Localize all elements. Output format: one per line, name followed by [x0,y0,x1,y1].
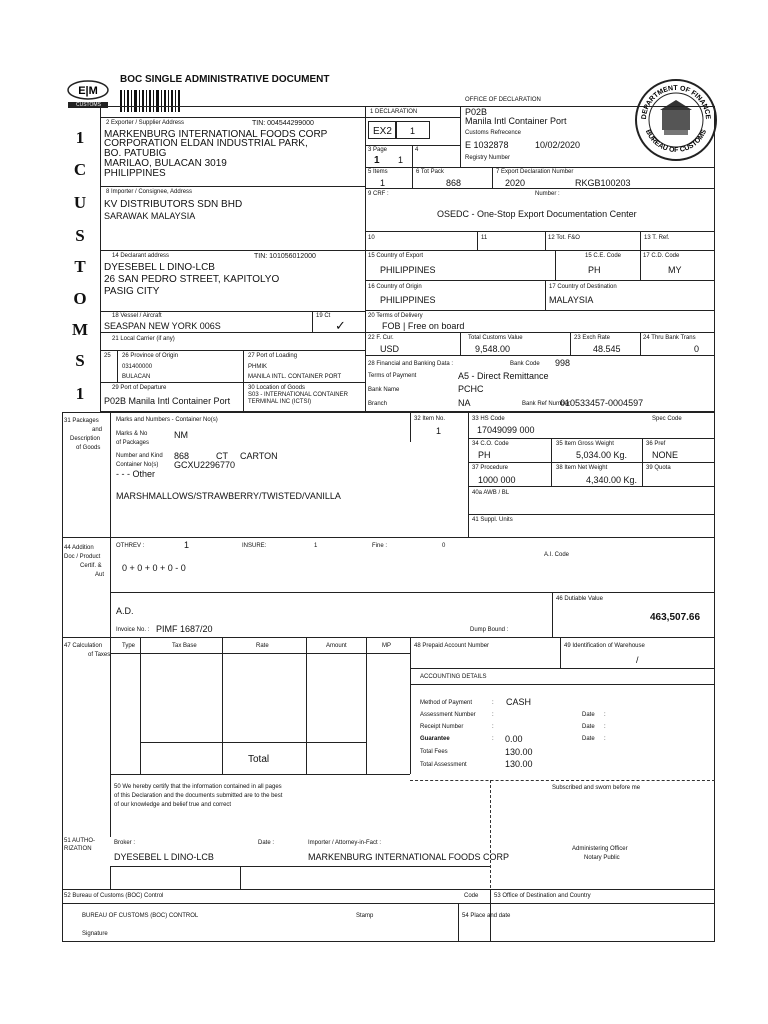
suppl-label: 41 Suppl. Units [472,517,513,523]
delivery-value: FOB | Free on board [382,321,465,331]
packages-side-2: and [92,427,103,433]
footer-stamp: Stamp [356,913,374,919]
exporter-tin: TIN: 004544299000 [252,120,314,127]
declaration-type: EX2 [373,126,392,137]
thru-label: 24 Thru Bank Trans [643,335,696,341]
side-letter-o: O [73,289,87,308]
item-no-value: 1 [436,426,442,436]
t-ref-label: 13 T. Ref. [644,235,670,241]
exporter-line-4: MARILAO, BULACAN 3019 [104,158,227,169]
packages-side-1: 31 Packages [64,418,99,424]
tot-fo-label: 12 Tot. F&O [548,235,580,241]
calc-header-base: Tax Base [172,643,197,649]
footer-place: 54 Place and date [462,913,511,919]
item-no-label: 32 Item No. [414,416,446,422]
exporter-line-1: MARKENBURG INTERNATIONAL FOODS CORP [104,129,328,140]
export-decl-label: 7 Export Declaration Number [496,169,574,175]
port-load-code: PHMIK [248,364,268,370]
ce-code-label: 15 C.E. Code [585,253,622,259]
bank-ref: 010533457-0004597 [560,398,644,408]
box-10: 10 [368,235,375,241]
document-title: BOC SINGLE ADMINISTRATIVE DOCUMENT [120,74,330,85]
importer-line-2: SARAWAK MALAYSIA [104,211,196,221]
side-letter-1b: 1 [75,384,85,403]
procedure-label: 37 Procedure [472,465,509,471]
procedure-value: 1000 000 [478,475,516,485]
office-destination-label: 53 Office of Destination and Country [494,893,591,899]
guarantee-label: Guarantee [420,736,450,742]
ce-code-value: PH [588,265,601,275]
control-code: Code [464,893,479,899]
bank-code-label: Bank Code [510,361,540,367]
net-value: 4,340.00 Kg. [586,475,638,485]
total-customs-value: 9,548.00 [475,344,511,354]
footer-signature: Signature [82,931,108,937]
authorization-side-2: RIZATION [64,846,92,852]
marks-label: Marks & No [116,431,148,437]
crf-label: 9 CRF : [368,191,389,197]
authorization-side-1: 51 AUTHO- [64,838,96,844]
page-of: 1 [398,155,404,165]
country-origin-label: 16 Country of Origin [368,284,422,290]
container-label: Container No(s) [116,462,159,468]
carrier-label: 21 Local Carrier (if any) [112,336,175,342]
side-letter-m: M [71,320,89,339]
side-letter-s: S [75,226,85,245]
total-assess-label: Total Assessment [420,762,467,768]
departure-label: 29 Port of Departure [112,385,167,391]
port-load-label: 27 Port of Loading [248,353,298,359]
othrev-label: OTHREV : [116,543,145,549]
insure-value: 1 [314,543,318,549]
guarantee-colon: : [492,736,494,742]
box-25: 25 [104,353,111,359]
province-label: 26 Province of Origin [122,353,179,359]
receipt-date-colon: : [604,724,606,730]
finance-label: 28 Financial and Banking Data : [368,361,454,367]
side-letter-s2: S [75,351,85,370]
port-load-name: MANILA INTL. CONTAINER PORT [248,374,342,380]
marks-head: Marks and Numbers - Container No(s) [116,417,218,423]
hs-label: 33 HS Code [472,416,505,422]
calc-total: Total [248,754,270,765]
guarantee-value: 0.00 [505,734,523,744]
method-value: CASH [506,697,532,707]
bank-ref-label: Bank Ref Number: [522,401,572,407]
ai-code-label: A.I. Code [544,552,570,558]
province-code: 031400000 [122,364,153,370]
assess-date-colon: : [604,712,606,718]
fine-value: 0 [442,543,446,549]
crf-center: OSEDC - One-Stop Export Documentation Center [437,209,637,219]
fine-label: Fine : [372,543,388,549]
export-decl-year: 2020 [505,178,526,188]
kind-value-2: CARTON [240,451,278,461]
items-value: 1 [380,178,386,188]
declarant-line-3: PASIG CITY [104,286,160,297]
goods-description: MARSHMALLOWS/STRAWBERRY/TWISTED/VANILLA [116,491,341,501]
guarantee-date-label: Date [582,736,595,742]
country-export-label: 15 Country of Export [368,253,424,259]
gross-value: 5,034.00 Kg. [576,450,628,460]
additional-side-2: Doc / Product [64,554,101,560]
branch-value: NA [458,398,471,408]
officer-label: Administering Officer [572,846,628,852]
registry-label: Registry Number [465,155,511,161]
assess-label: Assessment Number [420,712,476,718]
total-customs-label: Total Customs Value [468,335,523,341]
importer-label: 8 Importer / Consignee, Address [106,189,193,195]
importer-attorney-label: Importer / Attorney-in-Fact : [308,840,382,846]
invoice-label: Invoice No. : [116,627,150,633]
country-dest-label: 17 Country of Destination [549,284,617,290]
broker-label: Broker : [114,840,136,846]
kind-value: CT [216,451,228,461]
assess-date-label: Date [582,712,595,718]
page-value: 1 [374,155,380,166]
currency-label: 22 F. Cur. [368,335,394,341]
branch-label: Branch [368,401,388,407]
side-letter-c: C [73,160,87,179]
calc-header-mp: MP [382,643,391,649]
packages-side-3: Description [70,436,101,442]
seal-bottom-text: BUREAU OF CUSTOMS [643,128,709,155]
terms-label: Terms of Payment [368,373,417,379]
certify-line-3: of our knowledge and belief true and correct [114,802,232,808]
exporter-label: 2 Exporter / Supplier Address [106,120,185,126]
warehouse-value: / [636,655,639,665]
auth-date-label: Date : [258,840,275,846]
seal-top-text: DEPARTMENT OF FINANCE [640,84,712,120]
currency-value: USD [380,344,400,354]
calc-header-rate: Rate [256,643,269,649]
dutiable-label: 46 Dutiable Value [556,596,603,602]
exporter-line-2: CORPORATION ELDAN INDUSTRIAL PARK, [104,138,308,149]
declarant-label: 14 Declarant address [112,253,170,259]
terms-value: A5 - Direct Remittance [458,371,549,381]
pref-label: 36 Pref [646,441,666,447]
calc-side-1: 47 Calculation [64,643,103,649]
country-export-value: PHILIPPINES [380,265,436,275]
customs-ref-date: 10/02/2020 [535,140,581,150]
importer-line-1: KV DISTRIBUTORS SDN BHD [104,199,243,210]
office-code: P02B [465,107,488,117]
declarant-line-1: DYESEBEL L DINO-LCB [104,262,215,273]
subscribed-text: Subscribed and sworn before me [552,785,641,791]
declaration-label: 1 DECLARATION [370,109,418,115]
ct-check: ✓ [335,318,346,333]
crf-number-label: Number : [535,191,560,197]
co-code-label: 34 C.O. Code [472,441,509,447]
othrev-value: 1 [184,540,190,550]
bank-name: PCHC [458,384,484,394]
departure-value: P02B Manila Intl Container Port [104,396,231,406]
export-decl-number: RKGB100203 [575,178,631,188]
bank-code: 998 [555,358,571,368]
dump-label: Dump Bound : [470,627,509,633]
additional-sum: 0 + 0 + 0 + 0 - 0 [122,563,186,573]
importer-attorney-value: MARKENBURG INTERNATIONAL FOODS CORP [308,852,510,862]
pref-value: NONE [652,450,679,460]
side-letter-t: T [74,257,86,276]
customs-ref: E 1032878 [465,140,509,150]
accounting-label: ACCOUNTING DETAILS [420,674,487,680]
exch-value: 48.545 [593,344,621,354]
receipt-label: Receipt Number [420,724,464,730]
broker-value: DYESEBEL L DINO-LCB [114,852,214,862]
exporter-line-3: BO. PATUBIG [104,148,167,159]
insure-label: INSURE: [242,543,267,549]
co-code-value: PH [478,450,491,460]
box-4: 4 [415,147,419,153]
totpack-label: 6 Tot Pack [416,169,444,175]
prepaid-label: 48 Prepaid Account Number [414,643,490,649]
packages-side-4: of Goods [76,445,101,451]
guarantee-date-colon: : [604,736,606,742]
awb-label: 40a AWB / BL [472,490,510,496]
province-name: BULACAN [122,374,151,380]
cd-code-value: MY [668,265,682,275]
ct-label: 19 Ct [316,313,331,319]
footer-boc: BUREAU OF CUSTOMS (BOC) CONTROL [82,913,199,919]
vessel-value: SEASPAN NEW YORK 006S [104,321,221,331]
calc-side-2: of Taxes [88,652,111,658]
side-letter-1: 1 [75,128,85,147]
declaration-sub: 1 [410,126,416,136]
thru-value: 0 [694,344,700,354]
marks-label-2: of Packages [116,440,150,446]
delivery-label: 20 Terms of Delivery [368,313,423,319]
page-label: 3 Page [368,147,388,153]
assess-colon: : [492,712,494,718]
ad-label: A.D. [116,606,134,616]
notary-label: Notary Public [584,855,620,861]
additional-side-3: Certif. & [80,563,102,569]
other-text: - - - Other [116,469,156,479]
declarant-tin: TIN: 101056012000 [254,253,316,260]
vessel-label: 18 Vessel / Aircraft [112,313,162,319]
marks-value: NM [174,430,188,440]
method-colon: : [492,700,494,706]
goods-location-value: S03 - INTERNATIONAL CONTAINER TERMINAL INC (ICTSI) [248,392,348,405]
fees-label: Total Fees [420,749,448,755]
additional-side-4: Aut [95,572,105,578]
certify-line-2: of this Declaration and the documents submitted are to the best [114,793,283,799]
hs-value: 17049099 000 [477,425,535,435]
receipt-date-label: Date [582,724,595,730]
svg-text:E|M: E|M [78,85,98,97]
receipt-colon: : [492,724,494,730]
items-label: 5 Items [368,169,388,175]
totpack-value: 868 [446,178,462,188]
dutiable-value: 463,507.66 [650,612,701,623]
fees-value: 130.00 [505,747,533,757]
bank-name-label: Bank Name [368,387,400,393]
gross-label: 35 Item Gross Weight [556,441,614,447]
method-label: Method of Payment [420,700,473,706]
declarant-line-2: 26 SAN PEDRO STREET, KAPITOLYO [104,274,280,285]
country-origin-value: PHILIPPINES [380,295,436,305]
calc-header-type: Type [122,643,136,649]
exporter-line-5: PHILIPPINES [104,168,166,179]
net-label: 38 Item Net Weight [556,465,608,471]
number-value: 868 [174,451,190,461]
country-dest-value: MALAYSIA [549,295,594,305]
container-value: GCXU2296770 [174,460,236,470]
cd-code-label: 17 C.D. Code [643,253,680,259]
box-11: 11 [481,235,488,241]
customs-ref-label: Customs Refrecence [465,130,522,136]
quota-label: 39 Quota [646,465,671,471]
side-letter-u: U [73,193,87,212]
office-name: Manila Intl Container Port [465,116,567,126]
logo-subtext: CUSTOMS [76,102,101,108]
warehouse-label: 49 Identification of Warehouse [564,643,645,649]
control-label: 52 Bureau of Customs (BOC) Control [64,893,164,899]
total-assess-value: 130.00 [505,759,533,769]
exch-label: 23 Exch Rate [574,335,611,341]
certify-line-1: 50 We hereby certify that the information contained in all pages [114,784,282,790]
office-label: OFFICE OF DECLARATION [465,97,541,103]
spec-label: Spec Code [652,416,682,422]
calc-header-amount: Amount [326,643,347,649]
number-kind-label: Number and Kind [116,453,163,459]
goods-location-label: 30 Location of Goods [248,385,306,391]
additional-side-1: 44 Addition [64,545,94,551]
invoice-value: PIMF 1687/20 [156,624,213,634]
